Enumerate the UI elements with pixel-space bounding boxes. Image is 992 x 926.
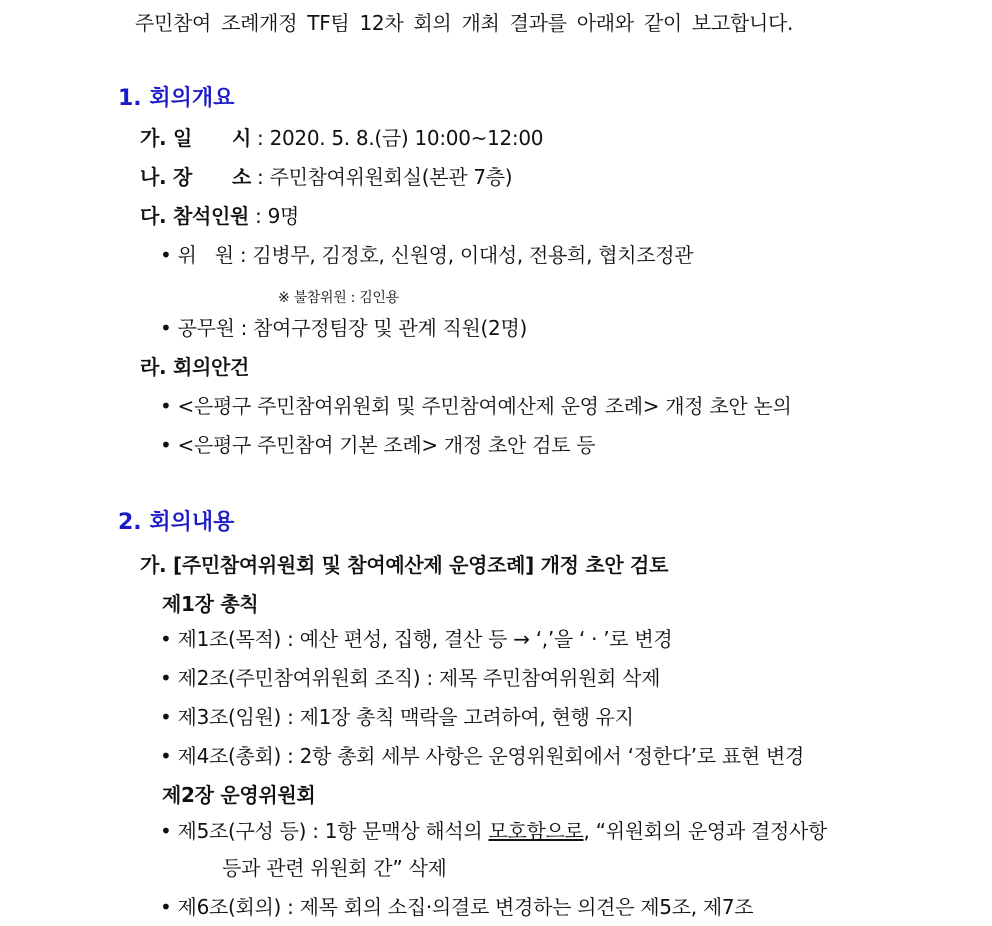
members-list: • 위 원 : 김병무, 김정호, 신원영, 이대성, 전용희, 협치조정관 <box>160 243 694 267</box>
article-5-continuation: 등과 관련 위원회 간” 삭제 <box>222 856 447 880</box>
separator: : <box>251 126 270 150</box>
article-5-underlined: 모호함으로 <box>488 819 584 843</box>
article-item: • 제3조(임원) : 제1장 총칙 맥락을 고려하여, 현행 유지 <box>160 705 634 729</box>
article-5-text: • 제5조(구성 등) : 1항 문맥상 해석의 <box>160 819 489 843</box>
meeting-place-value: 주민참여위원회실(본관 7층) <box>269 165 513 189</box>
attendees-row <box>140 203 299 229</box>
agenda-item: • <은평구 주민참여위원회 및 주민참여예산제 운영 조례> 개정 초안 논의 <box>160 394 792 418</box>
article-item: • 제1조(목적) : 예산 편성, 집행, 결산 등 → ‘,’을 ‘ · ’로 변경 <box>160 627 673 651</box>
chapter-2-heading: 제2장 운영위원회 <box>162 783 316 807</box>
agenda-item: • <은평구 주민참여 기본 조례> 개정 초안 검토 등 <box>160 433 596 457</box>
review-subheading: 가. [주민참여위원회 및 참여예산제 운영조례] 개정 초안 검토 <box>140 553 669 577</box>
section-2-heading: 2. 회의내용 <box>118 510 235 535</box>
attendees-value: 9명 <box>267 204 300 228</box>
agenda-heading: 라. 회의안건 <box>140 355 250 379</box>
meeting-place-label: 나. 장 소 <box>140 165 251 189</box>
article-5-text-end: , “위원회의 운영과 결정사항 <box>583 819 828 843</box>
section-1-heading: 1. 회의개요 <box>118 86 235 111</box>
meeting-date-label: 가. 일 시 <box>140 126 251 150</box>
article-item: • 제2조(주민참여위원회 조직) : 제목 주민참여위원회 삭제 <box>160 666 661 690</box>
intro-text: 주민참여 조례개정 TF팀 12차 회의 개최 결과를 아래와 같이 보고합니다. <box>135 11 794 35</box>
meeting-date-value: 2020. 5. 8.(금) 10:00~12:00 <box>269 126 544 150</box>
officials-list: • 공무원 : 참여구정팀장 및 관계 직원(2명) <box>160 316 528 340</box>
chapter-1-heading: 제1장 총칙 <box>162 592 259 616</box>
article-item <box>160 818 827 844</box>
article-item: • 제6조(회의) : 제목 회의 소집·의결로 변경하는 의견은 제5조, 제7조 <box>160 895 754 919</box>
separator: : <box>249 204 268 228</box>
attendees-label: 다. 참석인원 <box>140 204 250 228</box>
separator: : <box>251 165 270 189</box>
meeting-date-row <box>140 125 543 151</box>
meeting-place-row <box>140 164 512 190</box>
article-item: • 제4조(총회) : 2항 총회 세부 사항은 운영위원회에서 ‘정한다’로 표현 변경 <box>160 744 805 768</box>
absent-note: ※ 불참위원 : 김인용 <box>278 290 399 306</box>
